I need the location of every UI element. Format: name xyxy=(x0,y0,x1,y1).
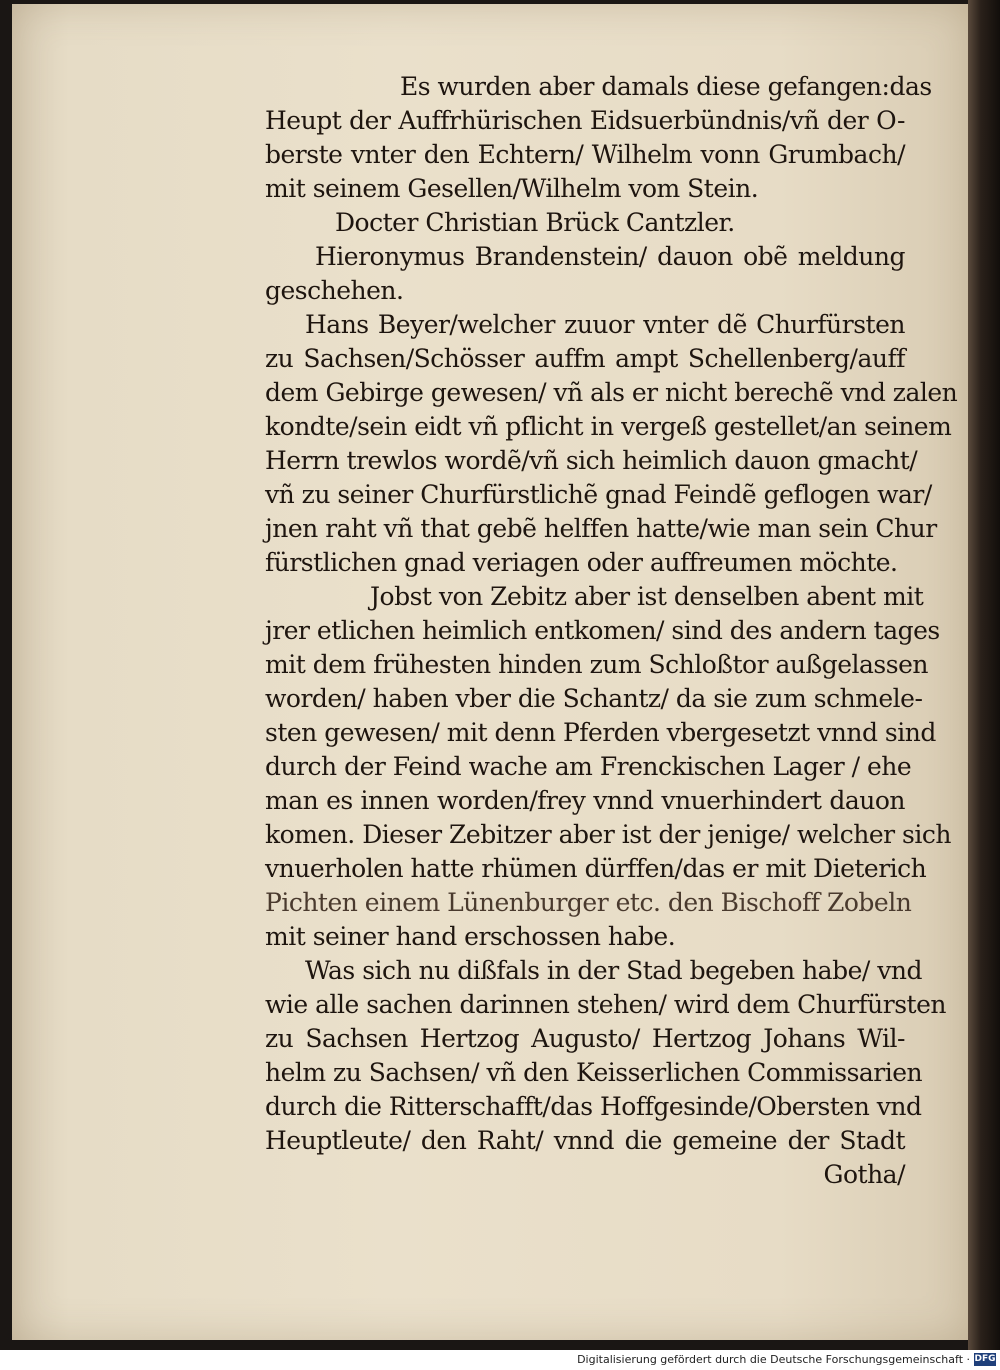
text-line: zu Sachsen/Schösser auffm ampt Schellenberg/auff xyxy=(265,344,905,373)
text-block xyxy=(265,70,958,1192)
text-line: Hans Beyer/welcher zuuor vnter dẽ Churfürsten xyxy=(305,310,905,339)
text-line: fürstlichen gnad veriagen oder auffreumen möchte. xyxy=(265,548,898,577)
text-line: Es wurden aber damals diese gefangen:das xyxy=(400,72,932,101)
text-line: berste vnter den Echtern/ Wilhelm vonn Grumbach/ xyxy=(265,140,905,169)
text-line: zu Sachsen Hertzog Augusto/ Hertzog Johans Wil- xyxy=(265,1024,905,1053)
text-line: komen. Dieser Zebitzer aber ist der jenige/ welcher sich xyxy=(265,820,951,849)
text-line: mit seinem Gesellen/Wilhelm vom Stein. xyxy=(265,174,759,203)
text-line: kondte/sein eidt vñ pflicht in vergeß gestellet/an seinem xyxy=(265,412,952,441)
catchword: Gotha/ xyxy=(823,1160,905,1189)
text-line: Jobst von Zebitz aber ist denselben abent mit xyxy=(370,582,924,611)
text-line: vnuerholen hatte rhümen dürffen/das er mit Dieterich xyxy=(265,854,927,883)
text-line: Heupt der Auffrhürischen Eidsuerbündnis/vñ der O- xyxy=(265,106,905,135)
text-line: mit seiner hand erschossen habe. xyxy=(265,922,676,951)
text-line: durch die Ritterschafft/das Hoffgesinde/Obersten vnd xyxy=(265,1092,922,1121)
text-line: jnen raht vñ that gebẽ helffen hatte/wie man sein Chur xyxy=(265,514,937,543)
text-line: durch der Feind wache am Frenckischen Lager / ehe xyxy=(265,752,912,781)
text-line: Pichten einem Lünenburger etc. den Bischoff Zobeln xyxy=(265,888,912,917)
text-line: helm zu Sachsen/ vñ den Keisserlichen Commissarien xyxy=(265,1058,923,1087)
dfg-logo[interactable]: DFG xyxy=(974,1354,996,1364)
text-line: mit dem frühesten hinden zum Schloßtor außgelassen xyxy=(265,650,928,679)
text-line: wie alle sachen darinnen stehen/ wird dem Churfürsten xyxy=(265,990,946,1019)
text-line: dem Gebirge gewesen/ vñ als er nicht berechẽ vnd zalen xyxy=(265,378,958,407)
text-line: worden/ haben vber die Schantz/ da sie zum schmele- xyxy=(265,684,923,713)
text-line: Docter Christian Brück Cantzler. xyxy=(335,208,735,237)
footer-bar xyxy=(0,1350,1000,1370)
text-line: Was sich nu dißfals in der Stad begeben habe/ vnd xyxy=(305,956,922,985)
text-line: sten gewesen/ mit denn Pferden vbergesetzt vnnd sind xyxy=(265,718,936,747)
text-line: Heuptleute/ den Raht/ vnnd die gemeine der Stadt xyxy=(265,1126,905,1155)
footer-credit: Digitalisierung gefördert durch die Deutsche Forschungsgemeinschaft · xyxy=(577,1353,970,1366)
text-line: vñ zu seiner Churfürstlichẽ gnad Feindẽ geflogen war/ xyxy=(265,480,932,509)
text-line: man es innen worden/frey vnnd vnuerhindert dauon xyxy=(265,786,905,815)
page-edge xyxy=(968,0,1000,1350)
text-line: Hieronymus Brandenstein/ dauon obẽ meldung xyxy=(315,242,905,271)
text-line: jrer etlichen heimlich entkomen/ sind des andern tages xyxy=(265,616,940,645)
text-line: geschehen. xyxy=(265,276,404,305)
text-line: Herrn trewlos wordẽ/vñ sich heimlich dauon gmacht/ xyxy=(265,446,918,475)
